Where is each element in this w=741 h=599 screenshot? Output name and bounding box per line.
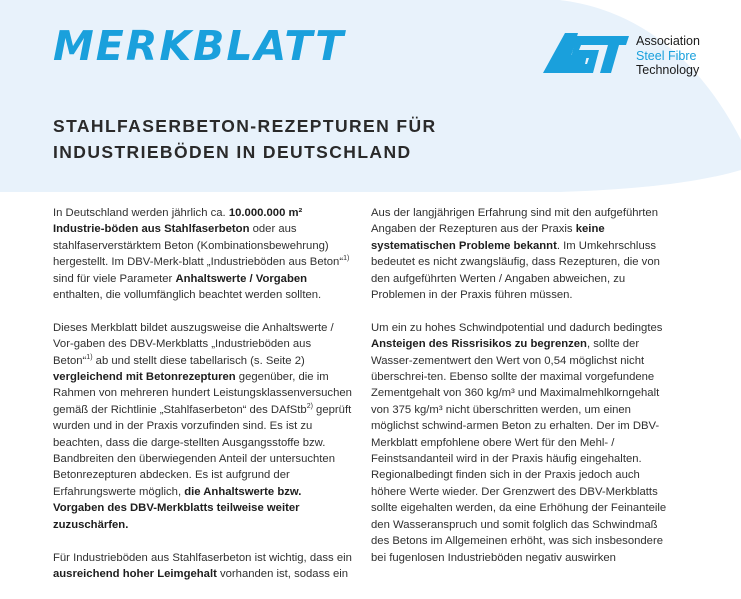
logo-line-association: Association [636,34,700,48]
paragraph-experience: Aus der langjährigen Erfahrung sind mit den aufgeführten Angaben der Rezepturen aus der Praxis keine systematischen Probleme bekannt. Im Umkehrschluss bedeutet es nicht zwangsläufig, dass Rezepturen, die von den aufgeführten Werten / Angaben abweichen, zu Problemen in der Praxis führen müssen. [371,207,660,302]
ast-logo-icon [543,33,629,77]
document-title [53,113,437,165]
text-column-left [53,205,353,599]
paragraph-leimgehalt: Für Industrieböden aus Stahlfaserbeton ist wichtig, dass ein ausreichend hoher Leimgehalt vorhanden ist, sodass ein [53,551,352,580]
document-title-line-2: INDUSTRIEBÖDEN IN DEUTSCHLAND [53,142,412,162]
ast-logo [543,33,733,81]
logo-line-technology: Technology [636,63,700,77]
paragraph-scope: Dieses Merkblatt bildet auszugsweise die Anhaltswerte / Vor-gaben des DBV-Merkblatts „Industrieböden aus Beton“$^{1)}$ ab und stellt diese tabellarisch (s. Seite 2) vergleichend mit Betonrezepturen gegenüber, die im Rahmen von mehreren hundert Leistungsklassenversuchen gemäß der Richtlinie „Stahlfaserbeton“ des DAfStb$^{2)}$ geprüft wurden und in der Praxis vorzufinden sind. Es ist zu beachten, dass die darge-stellten Ausgangsstoffe bzw. Bandbreiten den überwiegenden Anteil der untersuchten Betonrezepturen abdecken. Es ist aufgrund der Erfahrungswerte möglich, die Anhaltswerte bzw. Vorgaben des DBV-Merkblatts teilweise weiter zuzuschärfen. [53,321,352,531]
document-title-line-1: STAHLFASERBETON-REZEPTUREN FÜR [53,116,437,136]
page-title: MERKBLATT [53,22,346,70]
paragraph-shrinkage: Um ein zu hohes Schwindpotential und dadurch bedingtes Ansteigen des Rissrisikos zu begrenzen, sollte der Wasser-zementwert den Wert von 0,54 möglichst nicht überschrei-ten. Ebenso sollte der maximal vorgefundene Zementgehalt von 360 kg/m³ und Maximalmehlkorngehalt von 375 kg/m³ nicht überschritten werden, um einen möglichst schwind-armen Beton zu erhalten. Der im DBV-Merkblatt empfohlene obere Wert für den Mehl- / Feinstsandanteil wird in der Praxis häufig eingehalten. Regionalbedingt finden sich in der Praxis jedoch auch höhere Werte wieder. Der Grenzwert des DBV-Merkblatts sollte eigehalten werden, da eine Erhöhung der Feinanteile den Wasseranspruch und somit folglich das Schwindmaß des Betons im Allgemeinen erhöht, was sich insbesondere bei fugenlosen Industrieböden negativ auswirken [371,321,667,564]
paragraph-intro: In Deutschland werden jährlich ca. 10.000.000 m² Industrie-böden aus Stahlfaserbeton oder aus stahlfaserverstärktem Beton (Kombinationsbewehrung) hergestellt. Im DBV-Merk-blatt „Industrieböden aus Beton“$^{1)}$ sind für viele Parameter Anhaltswerte / Vorgaben enthalten, die vollumfänglich beachtet werden sollten. [53,207,350,302]
logo-wordmark [636,34,700,78]
logo-line-steel-fibre: Steel Fibre [636,48,697,63]
